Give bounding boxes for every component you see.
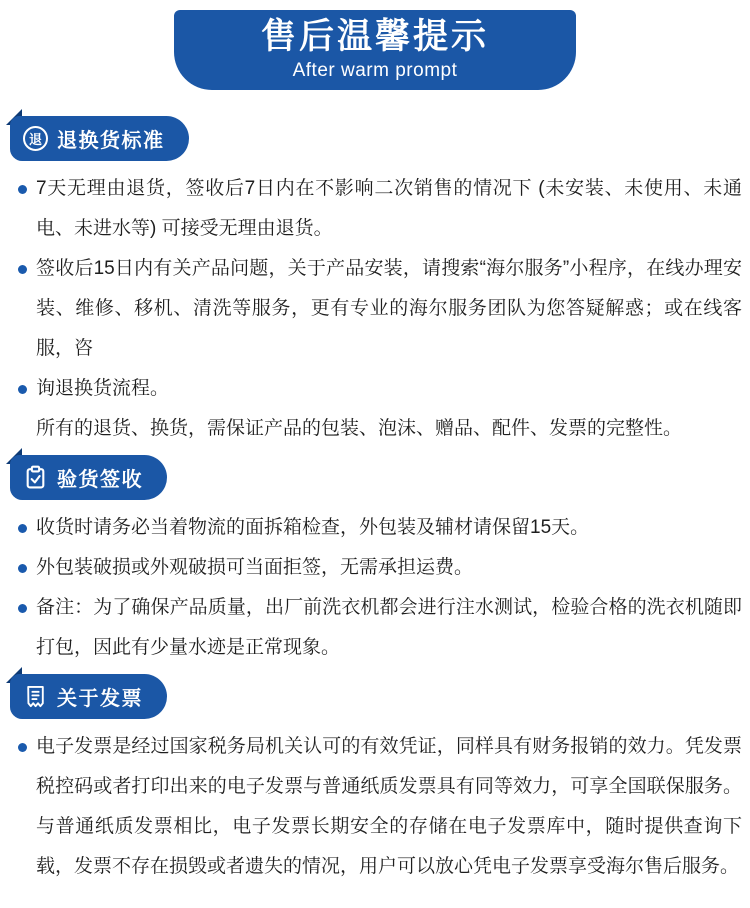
section-inspection-content (0, 508, 750, 668)
list-item-text: 外包装破损或外观破损可当面拒签，无需承担运费。 (36, 557, 474, 578)
ribbon-fold (6, 667, 22, 683)
bullet-dot (18, 743, 27, 752)
list-item-text: 签收后15日内有关产品问题，关于产品安装，请搜索“海尔服务”小程序，在线办理安装、维修、移机、清洗等服务，更有专业的海尔服务团队为您答疑解惑；或在线客服，咨 (36, 258, 742, 359)
clipboard-check-icon (23, 465, 48, 490)
return-icon (23, 126, 48, 151)
ribbon-fold (6, 448, 22, 464)
list-item-text: 收货时请务必当着物流的面拆箱检查，外包装及辅材请保留15天。 (36, 517, 590, 538)
list-item-text: 7天无理由退货，签收后7日内在不影响二次销售的情况下 (未安装、未使用、未通电、未进水等) 可接受无理由退货。 (36, 178, 742, 239)
section-badge-label: 关于发票 (57, 688, 143, 710)
section-returns (0, 116, 750, 449)
bullet-dot (18, 564, 27, 573)
list-item (36, 588, 742, 668)
section-badge-label: 验货签收 (57, 469, 143, 491)
receipt-icon (23, 684, 48, 709)
list-item-text: 询退换货流程。 (36, 378, 170, 399)
list-item (36, 548, 742, 588)
header-banner (174, 10, 576, 90)
section-inspection (0, 455, 750, 668)
section-invoice-content (0, 727, 750, 887)
ribbon-fold (6, 109, 22, 125)
bullet-dot (18, 185, 27, 194)
bullet-dot (18, 265, 27, 274)
list-item-text: 电子发票是经过国家税务局机关认可的有效凭证，同样具有财务报销的效力。凭发票税控码或者打印出来的电子发票与普通纸质发票具有同等效力，可享全国联保服务。与普通纸质发票相比，电子发票长期安全的存储在电子发票库中，随时提供查询下载，发票不存在损毁或者遗失的情况，用户可以放心凭电子发票享受海尔售后服务。 (36, 736, 742, 877)
section-badge-invoice (10, 674, 167, 719)
section-badge-inspection (10, 455, 167, 500)
section-returns-content (0, 169, 750, 449)
list-item (36, 508, 742, 548)
list-item-text: 所有的退货、换货，需保证产品的包装、泡沫、赠品、配件、发票的完整性。 (36, 418, 683, 439)
bullet-dot (18, 524, 27, 533)
section-badge-label: 退换货标准 (57, 130, 165, 152)
bullet-dot (18, 385, 27, 394)
list-item (36, 727, 742, 887)
page-title: 售后温馨提示 (260, 17, 489, 57)
list-item (36, 169, 742, 249)
section-invoice (0, 674, 750, 887)
section-badge-returns (10, 116, 189, 161)
return-icon-glyph: 退 (28, 132, 42, 147)
list-item (36, 369, 742, 409)
list-item (36, 249, 742, 369)
list-item (36, 409, 742, 449)
page-subtitle: After warm prompt (292, 59, 458, 81)
bullet-dot (18, 604, 27, 613)
list-item-text: 备注：为了确保产品质量，出厂前洗衣机都会进行注水测试，检验合格的洗衣机随即打包，因此有少量水迹是正常现象。 (36, 597, 742, 658)
